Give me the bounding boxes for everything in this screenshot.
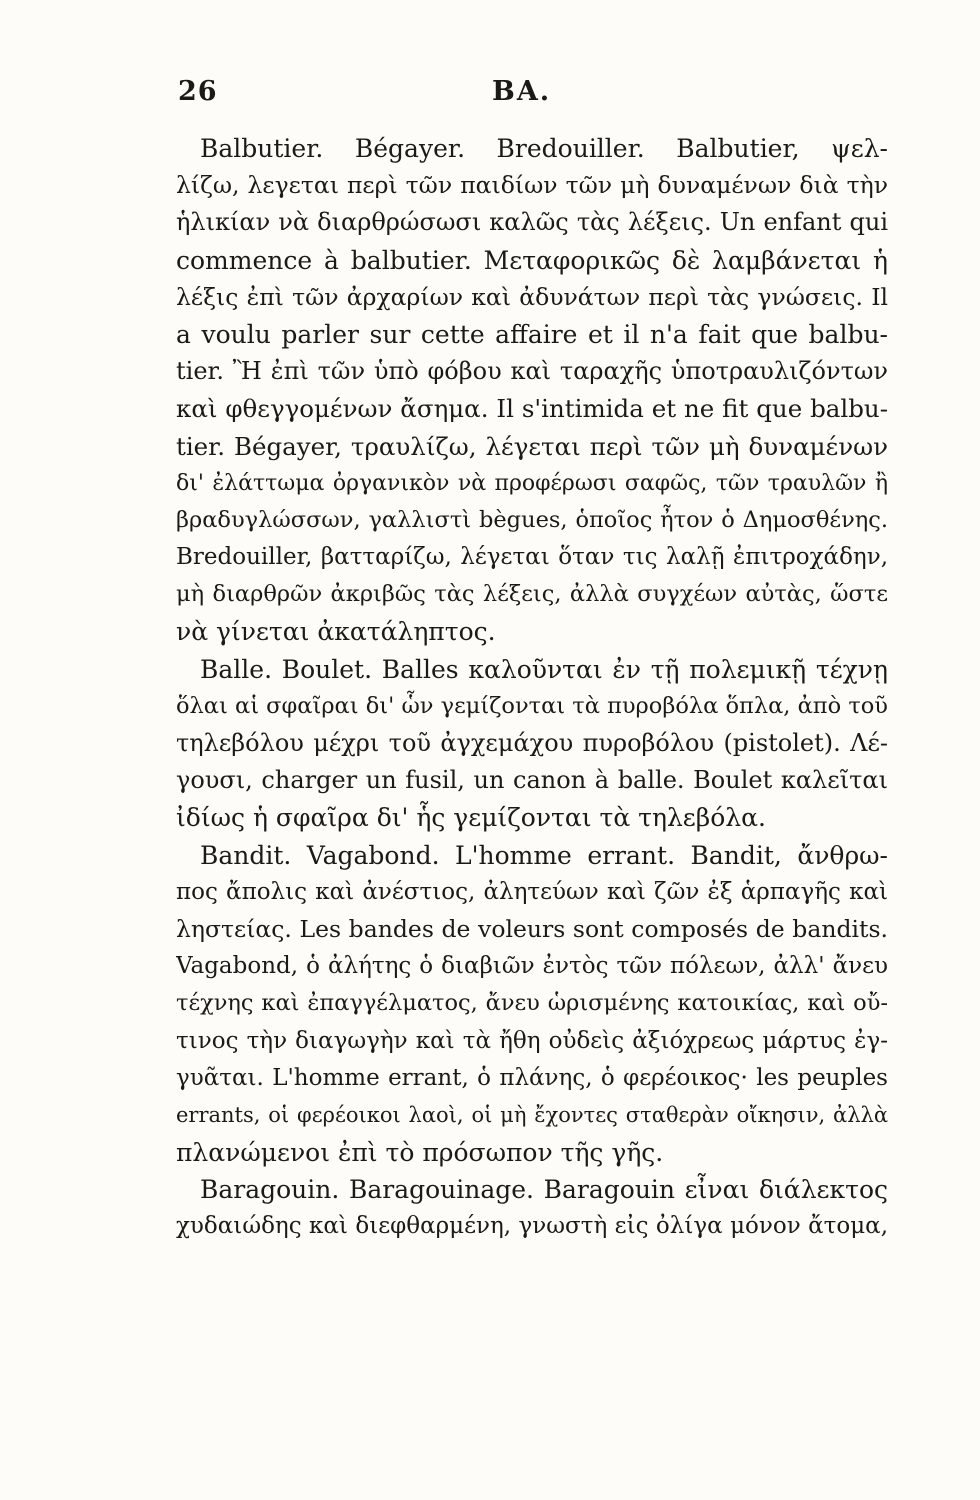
text-line: tier. Ἢ ἐπὶ τῶν ὑπὸ φόβου καὶ ταραχῆς ὑποτραυλιζόντων <box>176 357 888 386</box>
text-line: τέχνης καὶ ἐπαγγέλματος, ἄνευ ὡρισμένης κατοικίας, καὶ οὔ- <box>176 990 888 1017</box>
text-line: πλανώμενοι ἐπὶ τὸ πρόσωπον τῆς γῆς. <box>176 1138 664 1168</box>
text-line: ὅλαι αἱ σφαῖραι δι' ὧν γεμίζονται τὰ πυροβόλα ὅπλα, ἀπὸ τοῦ <box>176 692 888 719</box>
text-line: commence à balbutier. Μεταφορικῶς δὲ λαμβάνεται ἡ <box>176 245 888 275</box>
text-line: a voulu parler sur cette affaire et il n'a fait que balbu- <box>176 319 888 349</box>
text-line: χυδαιώδης καὶ διεφθαρμένη, γνωστὴ εἰς ὀλίγα μόνον ἄτομα, <box>176 1213 888 1240</box>
text-line: γυᾶται. L'homme errant, ὁ πλάνης, ὁ φερέοικος· les peuples <box>176 1064 888 1091</box>
text-line: tier. Bégayer, τραυλίζω, λέγεται περὶ τῶν μὴ δυναμένων <box>176 431 888 461</box>
text-line: γουσι, charger un fusil, un canon à balle. Boulet καλεῖται <box>176 766 888 795</box>
running-title: BA. <box>492 76 552 107</box>
text-line: Bandit. Vagabond. L'homme errant. Bandit, ἄνθρω- <box>200 840 888 870</box>
text-line: ἰδίως ἡ σφαῖρα δι' ἧς γεμίζονται τὰ τηλεβόλα. <box>176 803 766 833</box>
text-line: καὶ φθεγγομένων ἄσημα. Il s'intimida et ne fit que balbu- <box>176 394 888 424</box>
text-line: ἡλικίαν νὰ διαρθρώσωσι καλῶς τὰς λέξεις. Un enfant qui <box>176 208 888 237</box>
text-line: Balbutier. Bégayer. Bredouiller. Balbutier, ψελ- <box>200 134 888 163</box>
text-line: τηλεβόλου μέχρι τοῦ ἀγχεμάχου πυροβόλου (pistolet). Λέ- <box>176 729 888 757</box>
text-line: λίζω, λεγεται περὶ τῶν παιδίων τῶν μὴ δυναμένων διὰ τὴν <box>176 171 888 200</box>
text-line: Baragouin. Baragouinage. Baragouin εἶναι διάλεκτος <box>200 1175 888 1205</box>
body-text <box>176 130 888 1246</box>
text-line: λέξις ἐπὶ τῶν ἀρχαρίων καὶ ἀδυνάτων περὶ τὰς γνώσεις. Il <box>176 282 888 311</box>
page-number: 26 <box>178 76 218 107</box>
text-line: errants, οἱ φερέοικοι λαοὶ, οἱ μὴ ἔχοντες σταθερὰν οἴκησιν, ἀλλὰ <box>176 1102 888 1127</box>
text-line: Balle. Boulet. Balles καλοῦνται ἐν τῇ πολεμικῇ τέχνῃ <box>200 654 888 684</box>
text-line: ληστείας. Les bandes de voleurs sont composés de bandits. <box>176 914 888 943</box>
text-line: βραδυγλώσσων, γαλλιστὶ bègues, ὁποῖος ἦτον ὁ Δημοσθένης. <box>176 506 888 533</box>
text-line: Vagabond, ὁ ἀλήτης ὁ διαβιῶν ἐντὸς τῶν πόλεων, ἀλλ' ἄνευ <box>176 953 888 980</box>
text-line: πος ἄπολις καὶ ἀνέστιος, ἀλητεύων καὶ ζῶν ἐξ ἁρπαγῆς καὶ <box>176 878 888 905</box>
text-line: δι' ἐλάττωμα ὀργανικὸν νὰ προφέρωσι σαφῶς, τῶν τραυλῶν ἢ <box>176 470 888 496</box>
text-line: Bredouiller, βατταρίζω, λέγεται ὅταν τις λαλῇ ἐπιτροχάδην, <box>176 544 888 571</box>
text-line: τινος τὴν διαγωγὴν καὶ τὰ ἤθη οὐδεὶς ἀξιόχρεως μάρτυς ἐγ- <box>176 1027 888 1054</box>
text-line: μὴ διαρθρῶν ἀκριβῶς τὰς λέξεις, ἀλλὰ συγχέων αὐτὰς, ὥστε <box>176 581 888 608</box>
text-line: νὰ γίνεται ἀκατάληπτος. <box>176 617 496 647</box>
